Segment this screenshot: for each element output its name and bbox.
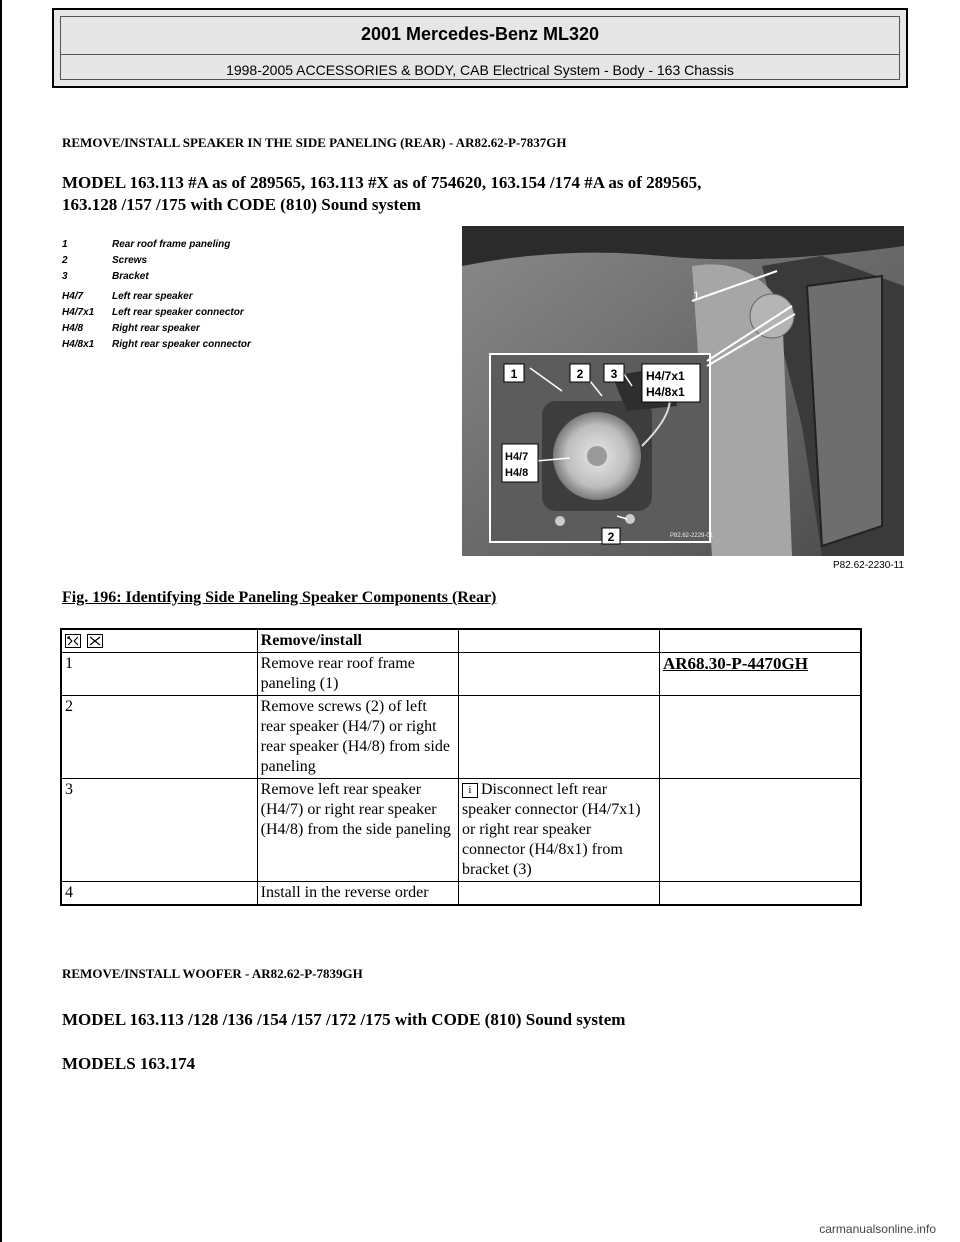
legend-text: Right rear speaker connector (112, 338, 251, 350)
legend-item (62, 236, 292, 252)
step-note: Disconnect left rear speaker connector (H4/7x1) or right rear speaker connector (H4/8x1) from bracket (3) (461, 781, 641, 878)
speaker-photo (462, 226, 904, 556)
reference-link[interactable]: AR68.30-P-4470GH (662, 654, 808, 673)
step-number: 2 (61, 696, 257, 779)
callout-1-inner: 1 (510, 367, 518, 381)
callout-3: 3 (610, 367, 618, 381)
page-left-edge (0, 0, 2, 1242)
legend-item (62, 304, 292, 320)
callout-1-outer: 1 (693, 289, 700, 303)
legend-item (62, 320, 292, 336)
section-heading-speaker: REMOVE/INSTALL SPEAKER IN THE SIDE PANELING (REAR) - AR82.62-P-7837GH (62, 135, 567, 150)
table-header-label: Remove/install (257, 629, 458, 653)
legend-text: Screws (112, 254, 148, 266)
table-row (61, 696, 861, 779)
legend-text: Rear roof frame paneling (112, 238, 231, 250)
model-line-2: 163.128 /157 /175 with CODE (810) Sound system (62, 195, 421, 214)
legend-item (62, 268, 292, 284)
figure-code: P82.62-2230-11 (833, 560, 904, 571)
watermark: carmanualsonline.info (819, 1222, 936, 1236)
empty-cell (659, 629, 861, 653)
table-row (61, 882, 861, 906)
step-note (458, 653, 659, 696)
section-model-line (62, 172, 902, 216)
callout-2-bottom: 2 (607, 530, 615, 544)
speaker-photo-illustration (462, 226, 904, 556)
figure-caption: Fig. 196: Identifying Side Paneling Speaker Components (Rear) (62, 589, 497, 606)
callout-h48: H4/8 (505, 467, 529, 479)
legend-text: Bracket (112, 270, 149, 282)
legend-text: Left rear speaker (112, 290, 193, 302)
empty-cell (458, 629, 659, 653)
step-number: 3 (61, 779, 257, 882)
expand-icon[interactable] (65, 634, 81, 648)
callout-h47: H4/7 (505, 451, 529, 463)
step-ref (659, 696, 861, 779)
table-header-row (61, 629, 861, 653)
info-icon[interactable]: i (462, 783, 478, 798)
step-ref (659, 779, 861, 882)
model-line-1: MODEL 163.113 #A as of 289565, 163.113 #X as of 754620, 163.154 /174 #A as of 289565, (62, 173, 702, 192)
legend-id: 1 (62, 238, 68, 250)
figure-196 (62, 226, 904, 574)
step-number: 4 (61, 882, 257, 906)
step-note (458, 696, 659, 779)
callout-2-top: 2 (576, 367, 584, 381)
table-row (61, 653, 861, 696)
legend-id: H4/7 (62, 290, 84, 302)
legend-text: Right rear speaker (112, 322, 200, 334)
legend-id: H4/7x1 (62, 306, 95, 318)
callout-h48x1: H4/8x1 (646, 385, 685, 399)
legend-id: H4/8x1 (62, 338, 95, 350)
step-action: Remove screws (2) of left rear speaker (H4/7) or right rear speaker (H4/8) from side paneling (257, 696, 458, 779)
step-action: Remove rear roof frame paneling (1) (257, 653, 458, 696)
legend-item (62, 252, 292, 268)
step-action: Remove left rear speaker (H4/7) or right rear speaker (H4/8) from the side paneling (257, 779, 458, 882)
step-action: Install in the reverse order (257, 882, 458, 906)
legend-id: H4/8 (62, 322, 84, 334)
header-divider (60, 54, 900, 55)
step-note (458, 882, 659, 906)
expand-collapse-cell (61, 629, 257, 653)
header-subtitle: 1998-2005 ACCESSORIES & BODY, CAB Electrical System - Body - 163 Chassis (226, 62, 734, 78)
step-note-cell (458, 779, 659, 882)
collapse-icon[interactable] (87, 634, 103, 648)
callout-h47x1: H4/7x1 (646, 369, 685, 383)
legend-item (62, 336, 292, 352)
legend-text: Left rear speaker connector (112, 306, 244, 318)
figure-legend (62, 236, 292, 352)
woofer-models: MODELS 163.174 (62, 1054, 196, 1073)
inner-photo-code: P82.62-2229-01 (670, 533, 714, 539)
step-ref (659, 882, 861, 906)
step-number: 1 (61, 653, 257, 696)
procedure-table (60, 628, 862, 906)
legend-id: 3 (62, 270, 68, 282)
table-row (61, 779, 861, 882)
header-title: 2001 Mercedes-Benz ML320 (360, 24, 600, 44)
legend-item (62, 288, 292, 304)
legend-id: 2 (62, 254, 68, 266)
section-heading-woofer: REMOVE/INSTALL WOOFER - AR82.62-P-7839GH (62, 966, 363, 981)
woofer-model-line: MODEL 163.113 /128 /136 /154 /157 /172 /175 with CODE (810) Sound system (62, 1010, 626, 1029)
document-header (52, 8, 908, 88)
